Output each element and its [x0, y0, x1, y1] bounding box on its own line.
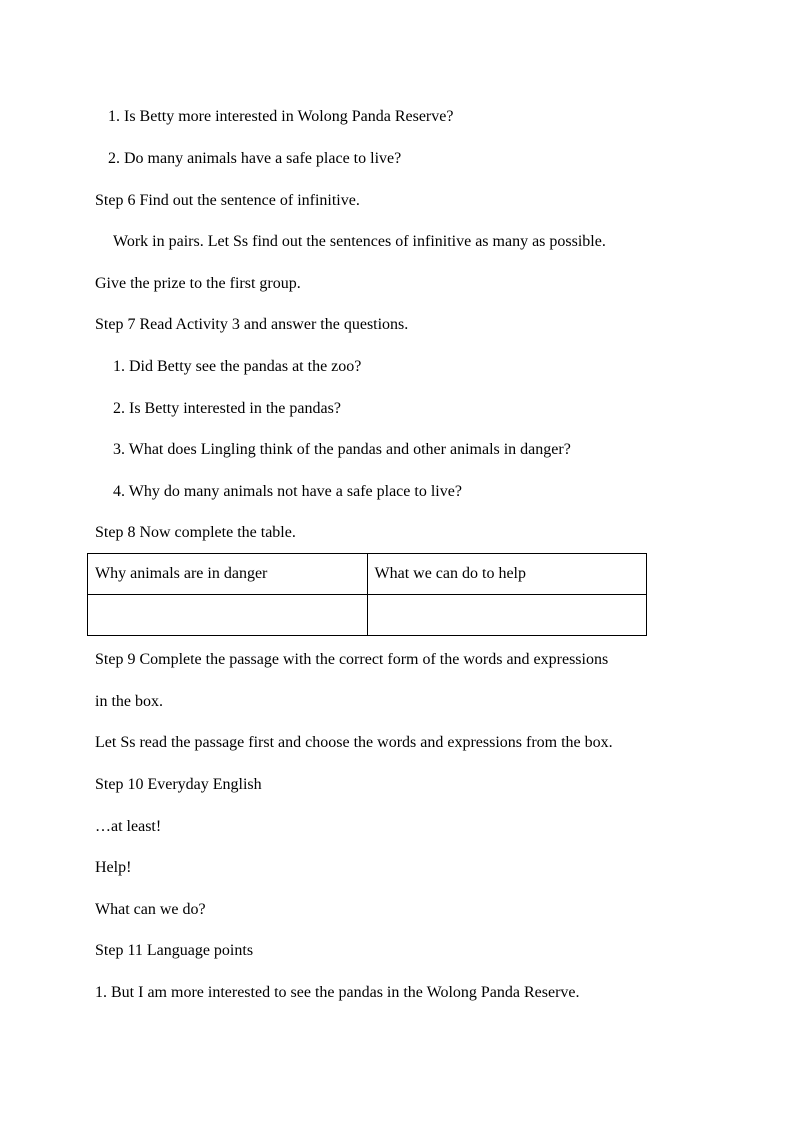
instruction-line: Let Ss read the passage first and choose the words and expressions from the box. [95, 734, 613, 751]
instruction-line: Work in pairs. Let Ss find out the sentences of infinitive as many as possible. [113, 233, 606, 250]
question-line: 4. Why do many animals not have a safe place to live? [113, 483, 462, 500]
question-line: 1. Did Betty see the pandas at the zoo? [113, 358, 362, 375]
table-header-row [88, 554, 647, 595]
table-header-cell: What we can do to help [367, 554, 647, 595]
step-heading: Step 11 Language points [95, 942, 254, 959]
step-heading: Step 10 Everyday English [95, 776, 262, 793]
question-line: 2. Do many animals have a safe place to live? [108, 150, 402, 167]
step-heading: Step 8 Now complete the table. [95, 524, 296, 541]
table-header-cell: Why animals are in danger [88, 554, 368, 595]
language-point-line: 1. But I am more interested to see the pandas in the Wolong Panda Reserve. [95, 984, 580, 1001]
instruction-line: in the box. [95, 693, 163, 710]
question-line: 2. Is Betty interested in the pandas? [113, 400, 341, 417]
instruction-line: Give the prize to the first group. [95, 275, 301, 292]
expression-line: …at least! [95, 818, 162, 835]
question-line: 1. Is Betty more interested in Wolong Panda Reserve? [108, 108, 454, 125]
table-row [88, 595, 647, 636]
animals-table [87, 553, 647, 636]
expression-line: Help! [95, 859, 132, 876]
step-heading: Step 6 Find out the sentence of infinitive. [95, 192, 360, 209]
table-cell [88, 595, 368, 636]
step-heading: Step 9 Complete the passage with the correct form of the words and expressions [95, 651, 609, 668]
table-cell [367, 595, 647, 636]
question-line: 3. What does Lingling think of the pandas and other animals in danger? [113, 441, 571, 458]
expression-line: What can we do? [95, 901, 206, 918]
step-heading: Step 7 Read Activity 3 and answer the questions. [95, 316, 409, 333]
